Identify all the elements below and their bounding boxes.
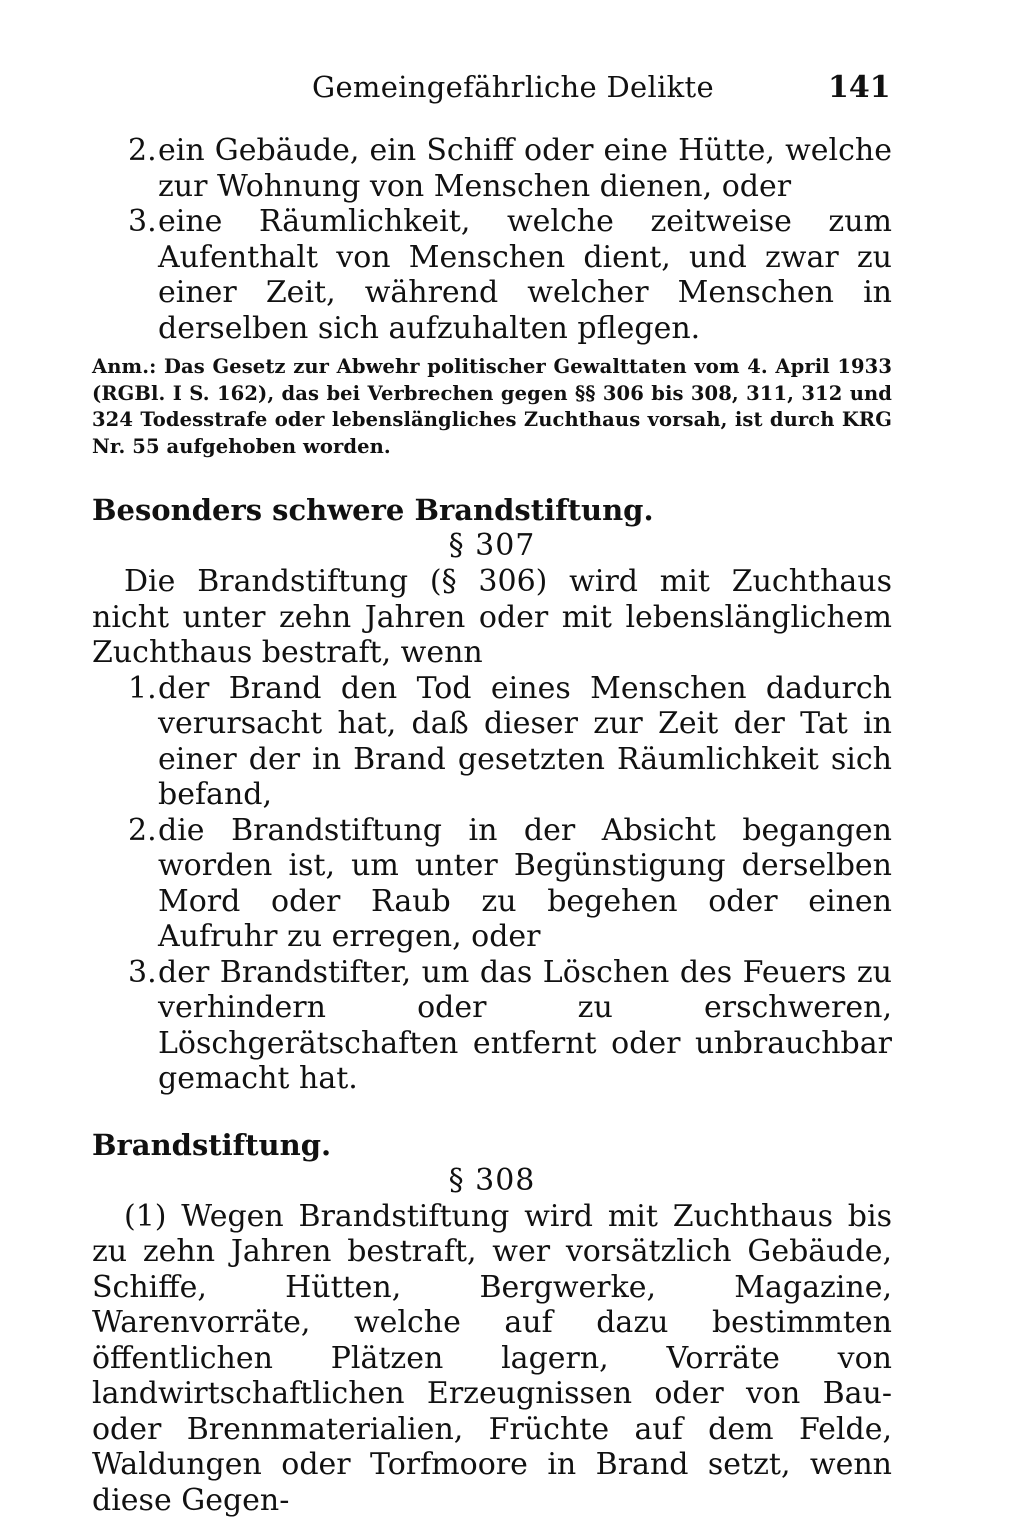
section-number: § 307 <box>92 528 892 564</box>
item-text: ein Gebäude, ein Schiff oder eine Hütte, welche zur Wohnung von Menschen dienen, oder <box>158 133 892 204</box>
page-body <box>92 133 892 1518</box>
item-number: 3. <box>92 204 158 346</box>
item-number: 1. <box>92 671 158 813</box>
page-number: 141 <box>828 70 891 105</box>
item-text: der Brand den Tod eines Menschen dadurch verursacht hat, daß dieser zur Zeit der Tat in einer der in Brand gesetzten Räumlichkeit sich befand, <box>158 671 892 813</box>
item-number: 2. <box>92 813 158 955</box>
footnote-text: Das Gesetz zur Abwehr politischer Gewalttaten vom 4. April 1933 (RGBl. I S. 162), das bei Verbrechen gegen §§ 306 bis 308, 311, 312 und 324 Todesstrafe oder lebenslängliches Zuchthaus vorsah, ist durch KRG Nr. 55 aufgehoben worden. <box>92 355 892 458</box>
running-title: Gemeingefährliche Delikte <box>312 70 714 104</box>
section-number: § 308 <box>92 1163 892 1199</box>
section-intro: Die Brandstiftung (§ 306) wird mit Zuchthaus nicht unter zehn Jahren oder mit lebenslänglichem Zuchthaus bestraft, wenn <box>92 564 892 671</box>
item-text: der Brandstifter, um das Löschen des Feuers zu verhindern oder zu erschweren, Löschgerätschaften entfernt oder unbrauchbar gemacht hat. <box>158 955 892 1097</box>
footnote <box>92 354 892 460</box>
list-item <box>92 133 892 204</box>
section-heading: Brandstiftung. <box>92 1127 892 1163</box>
list-item <box>92 813 892 955</box>
item-text: eine Räumlichkeit, welche zeitweise zum Aufenthalt von Menschen dient, und zwar zu einer Zeit, während welcher Menschen in derselben sich aufzuhalten pflegen. <box>158 204 892 346</box>
item-number: 2. <box>92 133 158 204</box>
footnote-lead: Anm.: <box>92 355 156 378</box>
item-number: 3. <box>92 955 158 1097</box>
section-paragraph: (1) Wegen Brandstiftung wird mit Zuchthaus bis zu zehn Jahren bestraft, wer vorsätzlich Gebäude, Schiffe, Hütten, Bergwerke, Magazine, Warenvorräte, welche auf dazu bestimmten öffentlichen Plätzen lagern, Vorräte von landwirtschaftlichen Erzeugnissen oder von Bau- oder Brennmaterialien, Früchte auf dem Felde, Waldungen oder Torfmoore in Brand setzt, wenn diese Gegen- <box>92 1199 892 1518</box>
list-item <box>92 204 892 346</box>
list-item <box>92 955 892 1097</box>
list-item <box>92 671 892 813</box>
page-header <box>0 70 1024 110</box>
section-heading: Besonders schwere Brandstiftung. <box>92 492 892 528</box>
item-text: die Brandstiftung in der Absicht begangen worden ist, um unter Begünstigung derselben Mord oder Raub zu begehen oder einen Aufruhr zu erregen, oder <box>158 813 892 955</box>
